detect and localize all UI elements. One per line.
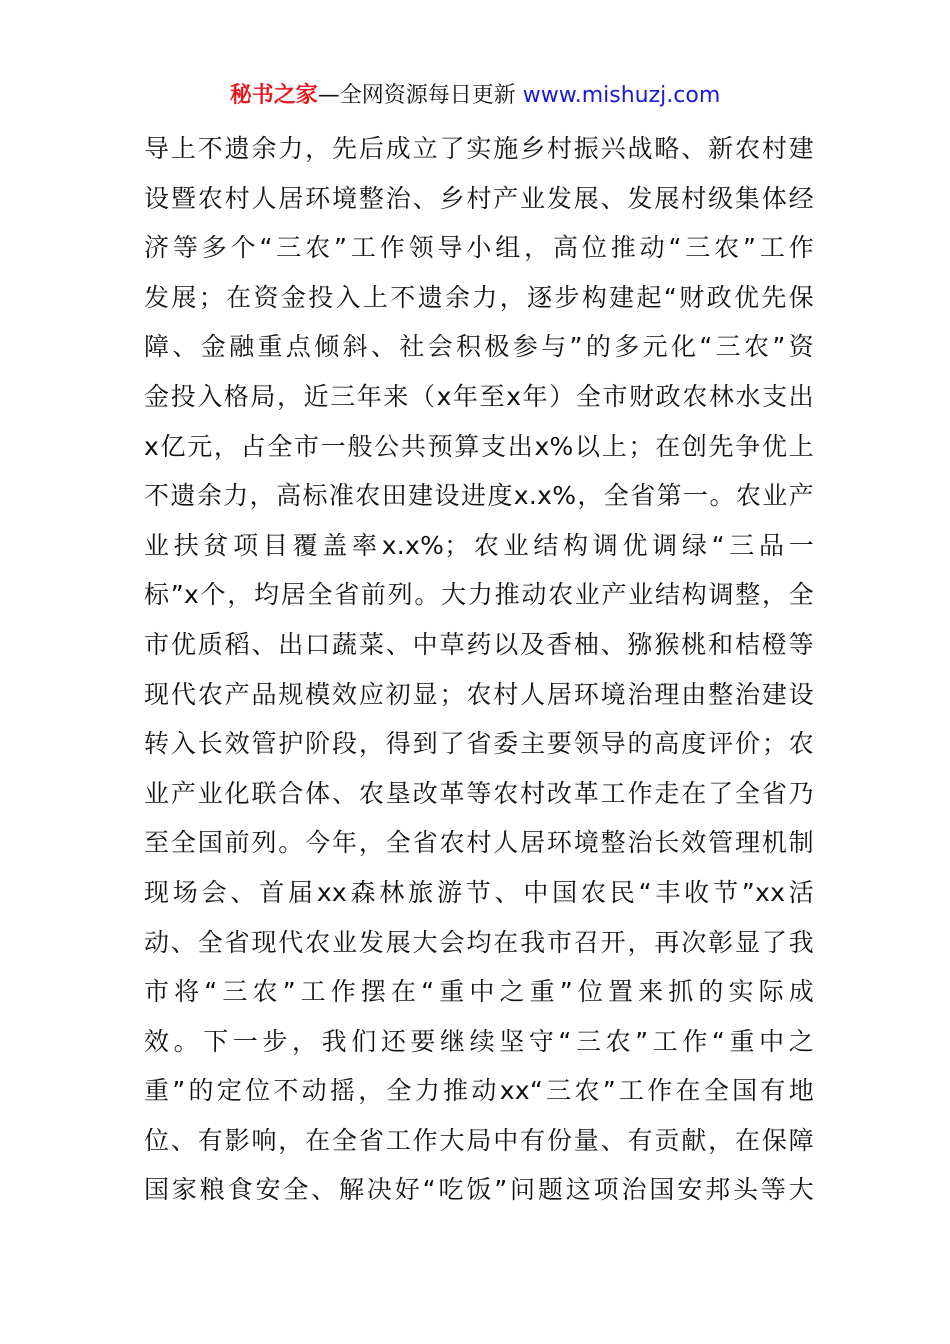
text-line: 至全国前列。今年，全省农村人居环境整治长效管理机制 bbox=[144, 828, 814, 858]
text-line: 金投入格局，近三年来（x年至x年）全市财政农林水支出 bbox=[144, 381, 814, 411]
text-line: 设暨农村人居环境整治、乡村产业发展、发展村级集体经 bbox=[144, 183, 814, 213]
text-line: 济等多个“三农”工作领导小组，高位推动“三农”工作 bbox=[144, 233, 814, 263]
document-body bbox=[144, 124, 814, 1215]
text-line: 现代农产品规模效应初显；农村人居环境治理由整治建设 bbox=[144, 679, 814, 709]
text-line: 不遗余力，高标准农田建设进度x.x%，全省第一。农业产 bbox=[144, 481, 814, 511]
text-line: 障、金融重点倾斜、社会积极参与”的多元化“三农”资 bbox=[144, 332, 814, 362]
text-line: 位、有影响，在全省工作大局中有份量、有贡献，在保障 bbox=[144, 1125, 814, 1155]
text-line: 业产业化联合体、农垦改革等农村改革工作走在了全省乃 bbox=[144, 778, 814, 808]
text-line: 效。下一步，我们还要继续坚守“三农”工作“重中之 bbox=[144, 1026, 814, 1056]
text-line: 业扶贫项目覆盖率x.x%；农业结构调优调绿“三品一 bbox=[144, 530, 814, 560]
site-header bbox=[0, 78, 950, 114]
text-line: 现场会、首届xx森林旅游节、中国农民“丰收节”xx活 bbox=[144, 877, 814, 907]
text-line: 发展；在资金投入上不遗余力，逐步构建起“财政优先保 bbox=[144, 282, 814, 312]
site-brand: 秘书之家 bbox=[229, 83, 318, 108]
text-line: 动、全省现代农业发展大会均在我市召开，再次彰显了我 bbox=[144, 927, 814, 957]
site-tagline: —全网资源每日更新 bbox=[317, 83, 523, 108]
text-line: 标”x个，均居全省前列。大力推动农业产业结构调整，全 bbox=[144, 580, 814, 610]
text-line: 导上不遗余力，先后成立了实施乡村振兴战略、新农村建 bbox=[144, 134, 814, 163]
text-line: 国家粮食安全、解决好“吃饭”问题这项治国安邦头等大 bbox=[144, 1175, 814, 1205]
text-line: x亿元，占全市一般公共预算支出x%以上；在创先争优上 bbox=[144, 431, 814, 461]
text-line: 重”的定位不动摇，全力推动xx“三农”工作在全国有地 bbox=[144, 1076, 814, 1106]
site-url-link[interactable]: www.mishuzj.com bbox=[522, 83, 721, 108]
text-line: 转入长效管护阶段，得到了省委主要领导的高度评价；农 bbox=[144, 729, 814, 759]
text-line: 市将“三农”工作摆在“重中之重”位置来抓的实际成 bbox=[144, 977, 814, 1007]
text-line: 市优质稻、出口蔬菜、中草药以及香柚、猕猴桃和桔橙等 bbox=[144, 629, 814, 659]
